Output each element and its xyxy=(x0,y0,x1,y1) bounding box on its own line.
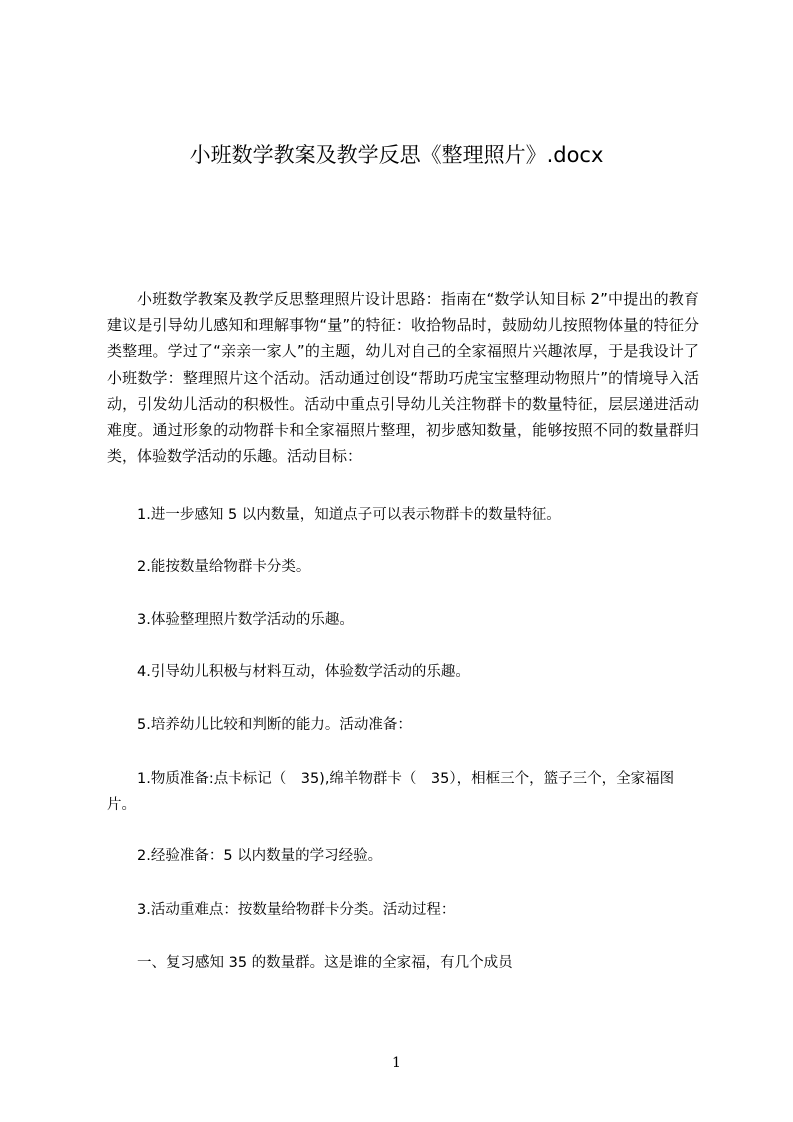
preparation-item-1-text: 1.物质准备:点卡标记（ 35),绵羊物群卡（ 35），相框三个，篮子三个，全家福图片。 xyxy=(107,771,675,813)
intro-paragraph: 小班数学教案及教学反思整理照片设计思路：指南在“数学认知目标 2”中提出的教育建议是引导幼儿感知和理解事物“量”的特征：收拾物品时，鼓励幼儿按照物体量的特征分类整理。学过了“亲亲一家人”的主题，幼儿对自己的全家福照片兴趣浓厚，于是我设计了小班数学：整理照片这个活动。活动通过创设“帮助巧虎宝宝整理动物照片”的情境导入活动，引发幼儿活动的积极性。活动中重点引导幼儿关注物群卡的数量特征，层层递进活动难度。通过形象的动物群卡和全家福照片整理，初步感知数量，能够按照不同的数量群归类，体验数学活动的乐趣。活动目标： xyxy=(107,290,699,466)
preparation-item-3: 3.活动重难点：按数量给物群卡分类。活动过程： xyxy=(137,902,456,918)
preparation-item-1 xyxy=(107,766,699,818)
goal-item-1: 1.进一步感知 5 以内数量，知道点子可以表示物群卡的数量特征。 xyxy=(137,507,561,523)
page-number: 1 xyxy=(392,1055,401,1071)
goal-item-5: 5.培养幼儿比较和判断的能力。活动准备： xyxy=(137,717,412,733)
preparation-item-2: 2.经验准备：5 以内数量的学习经验。 xyxy=(137,848,383,864)
goal-item-2: 2.能按数量给物群卡分类。 xyxy=(137,559,311,575)
process-step-1: 一、复习感知 35 的数量群。这是谁的全家福，有几个成员 xyxy=(137,955,513,971)
goal-item-3: 3.体验整理照片数学活动的乐趣。 xyxy=(137,612,354,628)
document-title: 小班数学教案及教学反思《整理照片》.docx xyxy=(189,143,604,167)
goal-item-4: 4.引导幼儿积极与材料互动，体验数学活动的乐趣。 xyxy=(137,664,470,680)
